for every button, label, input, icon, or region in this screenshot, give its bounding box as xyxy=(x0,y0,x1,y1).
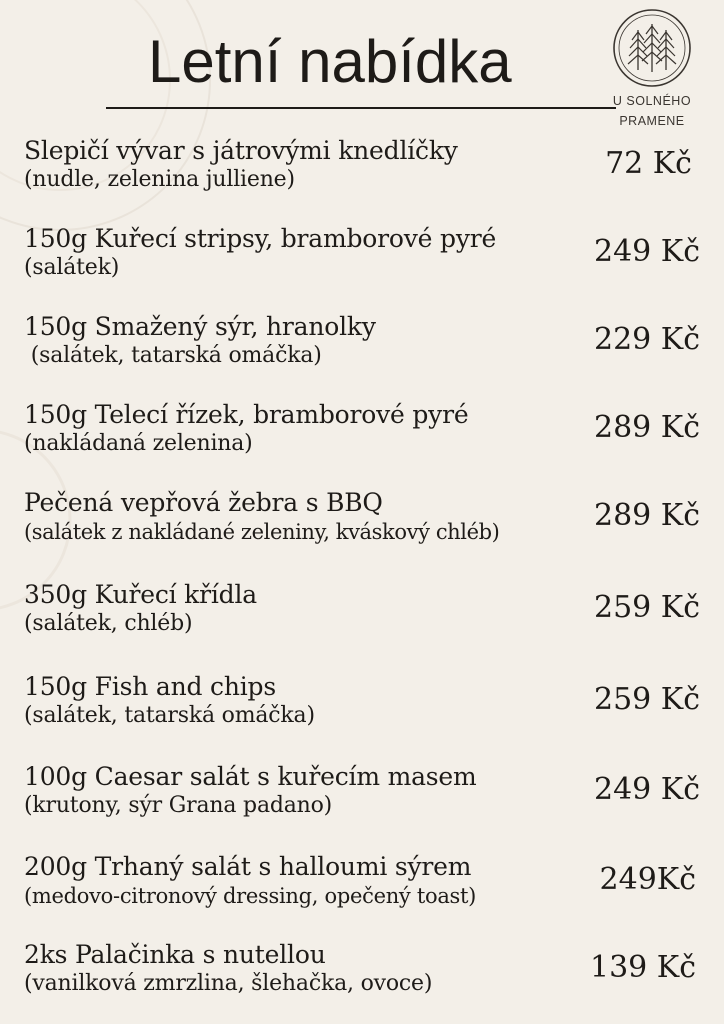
menu-item xyxy=(24,312,704,392)
menu-item-price: 249Kč xyxy=(599,862,696,897)
pine-trees-circle-icon xyxy=(610,6,694,90)
menu-item-description: (salátek z nakládané zeleniny, kváskový chléb) xyxy=(24,520,500,544)
menu-item-name: 150g Kuřecí stripsy, bramborové pyré xyxy=(24,224,497,253)
menu-item-description: (nakládaná zelenina) xyxy=(24,431,253,456)
menu-item-price: 249 Kč xyxy=(593,772,700,807)
menu-item xyxy=(24,940,704,1020)
menu-item-name: 200g Trhaný salát s halloumi sýrem xyxy=(24,852,472,881)
menu-item-name: 350g Kuřecí křídla xyxy=(24,580,257,609)
menu-item xyxy=(24,136,704,216)
menu-item-description: (krutony, sýr Grana padano) xyxy=(24,793,333,818)
menu-item-description: (salátek, chléb) xyxy=(24,611,193,636)
menu-item-price: 72 Kč xyxy=(605,146,692,181)
menu-item xyxy=(24,762,704,842)
page-title: Letní nabídka xyxy=(148,28,512,95)
menu-item-price: 289 Kč xyxy=(593,498,700,533)
menu-item-price: 249 Kč xyxy=(593,234,700,269)
menu-item-name: 100g Caesar salát s kuřecím masem xyxy=(24,762,477,791)
menu-item-description: (salátek, tatarská omáčka) xyxy=(24,703,315,728)
menu-item xyxy=(24,224,704,304)
menu-item xyxy=(24,852,704,932)
menu-item-description: (nudle, zelenina julliene) xyxy=(24,167,295,192)
menu-item-price: 259 Kč xyxy=(593,682,700,717)
menu-item xyxy=(24,488,704,568)
logo-text-line2: PRAMENE xyxy=(619,114,685,128)
menu-item-price: 259 Kč xyxy=(593,590,700,625)
menu-item-description: (salátek, tatarská omáčka) xyxy=(24,343,322,368)
menu-item xyxy=(24,672,704,752)
menu-item-description: (vanilková zmrzlina, šlehačka, ovoce) xyxy=(24,971,433,996)
menu-item-name: 150g Telecí řízek, bramborové pyré xyxy=(24,400,469,429)
menu-item-name: 150g Fish and chips xyxy=(24,672,276,701)
menu-item-name: Pečená vepřová žebra s BBQ xyxy=(24,488,383,517)
title-underline xyxy=(106,107,616,109)
menu-item-price: 229 Kč xyxy=(593,322,700,357)
menu-item-name: 2ks Palačinka s nutellou xyxy=(24,940,326,969)
menu-item-description: (salátek) xyxy=(24,255,120,280)
menu-item-name: 150g Smažený sýr, hranolky xyxy=(24,312,376,341)
menu-item-name: Slepičí vývar s játrovými knedlíčky xyxy=(24,136,458,165)
menu-item xyxy=(24,400,704,480)
menu-item-description: (medovo-citronový dressing, opečený toast) xyxy=(24,884,477,908)
menu-item xyxy=(24,580,704,660)
logo-text-line1: U SOLNÉHO xyxy=(612,94,692,108)
menu-item-price: 289 Kč xyxy=(593,410,700,445)
menu-item-price: 139 Kč xyxy=(589,950,696,985)
